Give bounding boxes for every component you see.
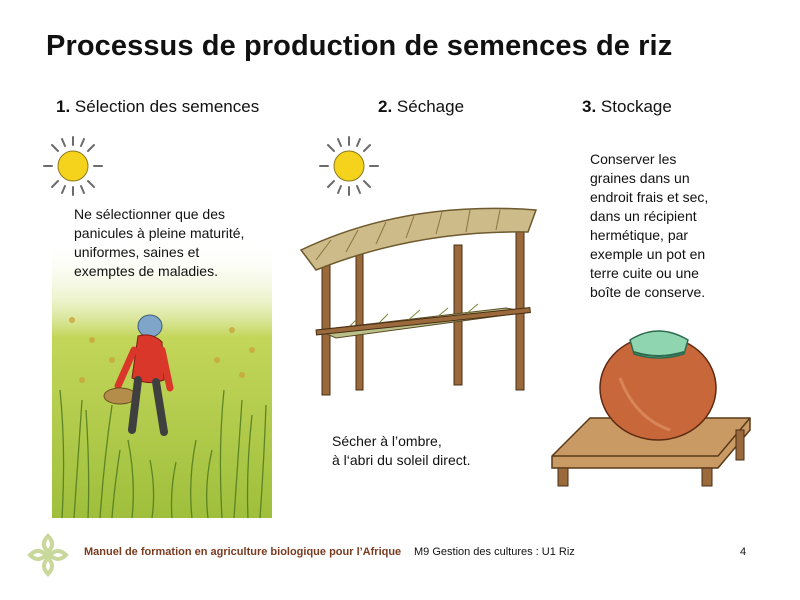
step-3-line: boîte de conserve.: [590, 284, 706, 300]
sun-icon: [40, 133, 106, 199]
step-2-description: [332, 432, 532, 470]
step-3-line: hermétique, par: [590, 227, 689, 243]
step-1-line: Ne sélectionner que des: [74, 206, 225, 222]
thatched-drying-shelter-illustration: [296, 190, 546, 410]
step-1-label: Sélection des semences: [74, 97, 260, 116]
page-number: 4: [740, 546, 747, 558]
clay-pot-on-table-illustration: [550, 318, 760, 488]
step-1-line: panicules à pleine maturité,: [74, 225, 245, 241]
step-1-line: exemptes de maladies.: [74, 263, 218, 279]
step-3-description: [590, 150, 760, 302]
step-3-line: exemple un pot en: [590, 246, 706, 262]
step-3-label: Stockage: [600, 97, 672, 116]
step-2-line: à l‘abri du soleil direct.: [332, 452, 471, 468]
step-3-line: endroit frais et sec,: [590, 189, 709, 205]
footer-manual-title: Manuel de formation en agriculture biologique pour l’Afrique: [84, 546, 402, 558]
step-3-line: dans un récipient: [590, 208, 697, 224]
step-2-line: Sécher à l’ombre,: [332, 433, 442, 449]
step-1-number: 1.: [56, 97, 71, 116]
footer-module: M9 Gestion des cultures : U1 Riz: [414, 546, 575, 558]
step-2-number: 2.: [378, 97, 393, 116]
step-3-line: graines dans un: [590, 170, 690, 186]
step-3-heading: [582, 97, 672, 117]
step-2-label: Séchage: [396, 97, 465, 116]
step-1-line: uniformes, saines et: [74, 244, 200, 260]
step-3-line: Conserver les: [590, 151, 677, 167]
step-3-line: terre cuite ou une: [590, 265, 699, 281]
step-1-description: [74, 205, 274, 281]
step-3-number: 3.: [582, 97, 597, 116]
step-2-heading: [378, 97, 464, 117]
logo-icon: [26, 532, 70, 578]
step-1-heading: [56, 97, 259, 117]
page-title: Processus de production de semences de riz: [46, 30, 673, 62]
